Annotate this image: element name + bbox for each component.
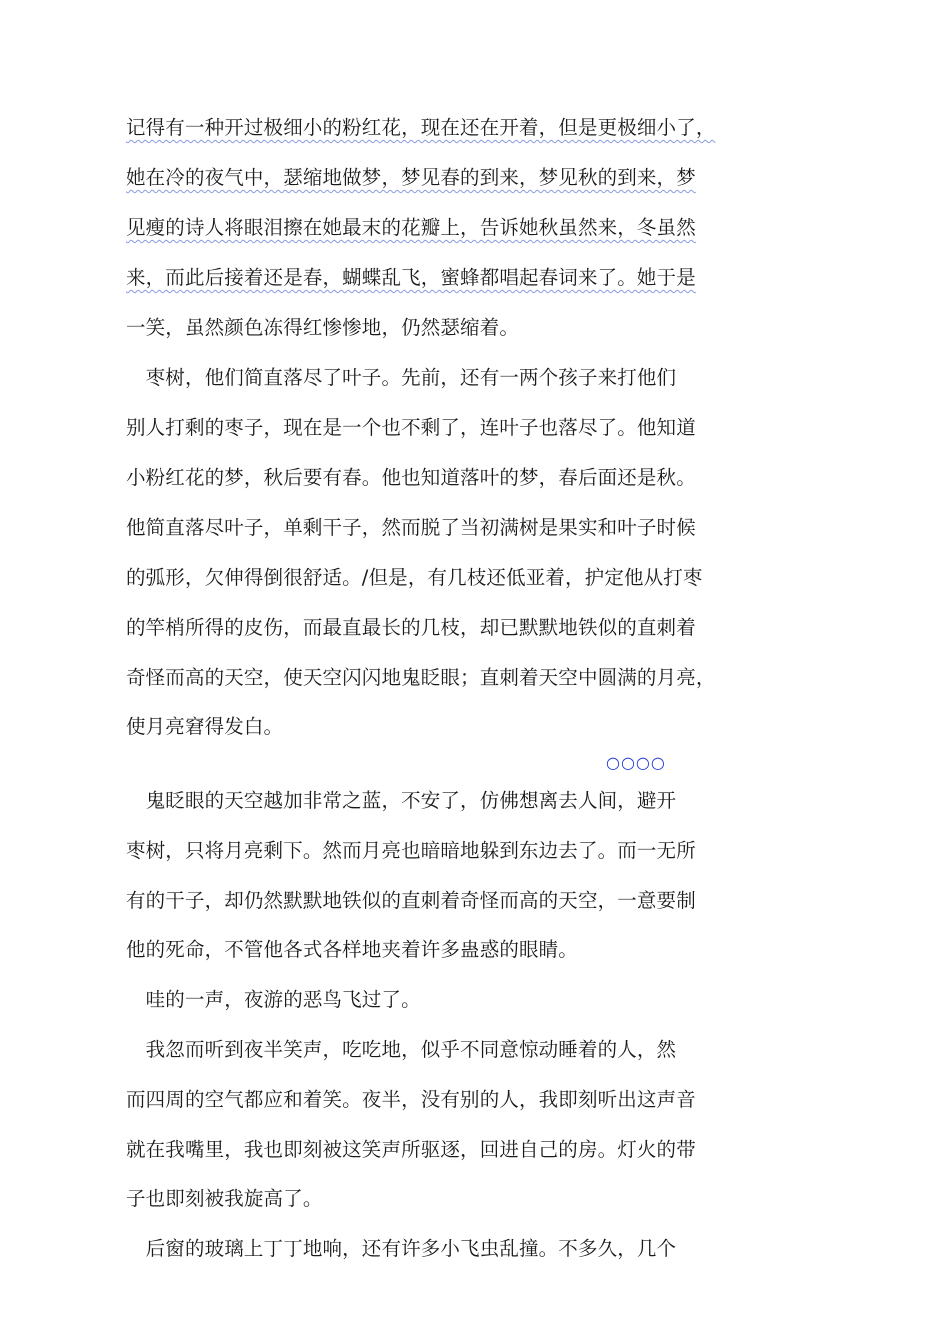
text-line: 枣树，只将月亮剩下。然而月亮也暗暗地躲到东边去了。而一无所	[126, 839, 696, 862]
text-line: 使月亮窘得发白。	[126, 715, 284, 738]
text-line: 的弧形，欠伸得倒很舒适。/但是，有几枝还低亚着，护定他从打枣	[126, 566, 703, 589]
text-line: 来，而此后接着还是春，蝴蝶乱飞，蜜蜂都唱起春词来了。她于是	[126, 266, 696, 289]
paragraph-start-line: 后窗的玻璃上丁丁地响，还有许多小飞虫乱撞。不多久，几个	[126, 1237, 677, 1260]
text-line: 有的干子，却仍然默默地铁似的直刺着奇怪而高的天空，一意要制	[126, 889, 696, 912]
text-line: 的竿梢所得的皮伤，而最直最长的几枝，却已默默地铁似的直刺着	[126, 616, 696, 639]
section-marker: ○○○○	[606, 753, 666, 772]
paragraph-start-line: 鬼眨眼的天空越加非常之蓝，不安了，仿佛想离去人间，避开	[126, 789, 677, 812]
text-line: 他简直落尽叶子，单剩干子，然而脱了当初满树是果实和叶子时候	[126, 516, 696, 539]
paragraph-start-line: 枣树，他们简直落尽了叶子。先前，还有一两个孩子来打他们	[126, 366, 677, 389]
text-line: 见瘦的诗人将眼泪擦在她最末的花瓣上，告诉她秋虽然来，冬虽然	[126, 216, 696, 239]
text-line: 子也即刻被我旋高了。	[126, 1187, 323, 1210]
text-line: 别人打剩的枣子，现在是一个也不剩了，连叶子也落尽了。他知道	[126, 416, 696, 439]
text-line: 而四周的空气都应和着笑。夜半，没有别的人，我即刻听出这声音	[126, 1088, 696, 1111]
text-line: 他的死命，不管他各式各样地夹着许多蛊惑的眼睛。	[126, 938, 578, 961]
text-line: 奇怪而高的天空，使天空闪闪地鬼眨眼；直刺着天空中圆满的月亮，	[126, 666, 716, 689]
text-line: 就在我嘴里，我也即刻被这笑声所驱逐，回进自己的房。灯火的带	[126, 1138, 696, 1161]
paragraph-start-line: 我忽而听到夜半笑声，吃吃地，似乎不同意惊动睡着的人，然	[126, 1038, 677, 1061]
paragraph-start-line: 哇的一声，夜游的恶鸟飞过了。	[126, 988, 421, 1011]
text-line: 一笑，虽然颜色冻得红惨惨地，仍然瑟缩着。	[126, 316, 520, 339]
text-line: 小粉红花的梦，秋后要有春。他也知道落叶的梦，春后面还是秋。	[126, 466, 696, 489]
text-line: 记得有一种开过极细小的粉红花，现在还在开着，但是更极细小了，	[126, 116, 716, 139]
text-line: 她在冷的夜气中，瑟缩地做梦，梦见春的到来，梦见秋的到来，梦	[126, 166, 696, 189]
